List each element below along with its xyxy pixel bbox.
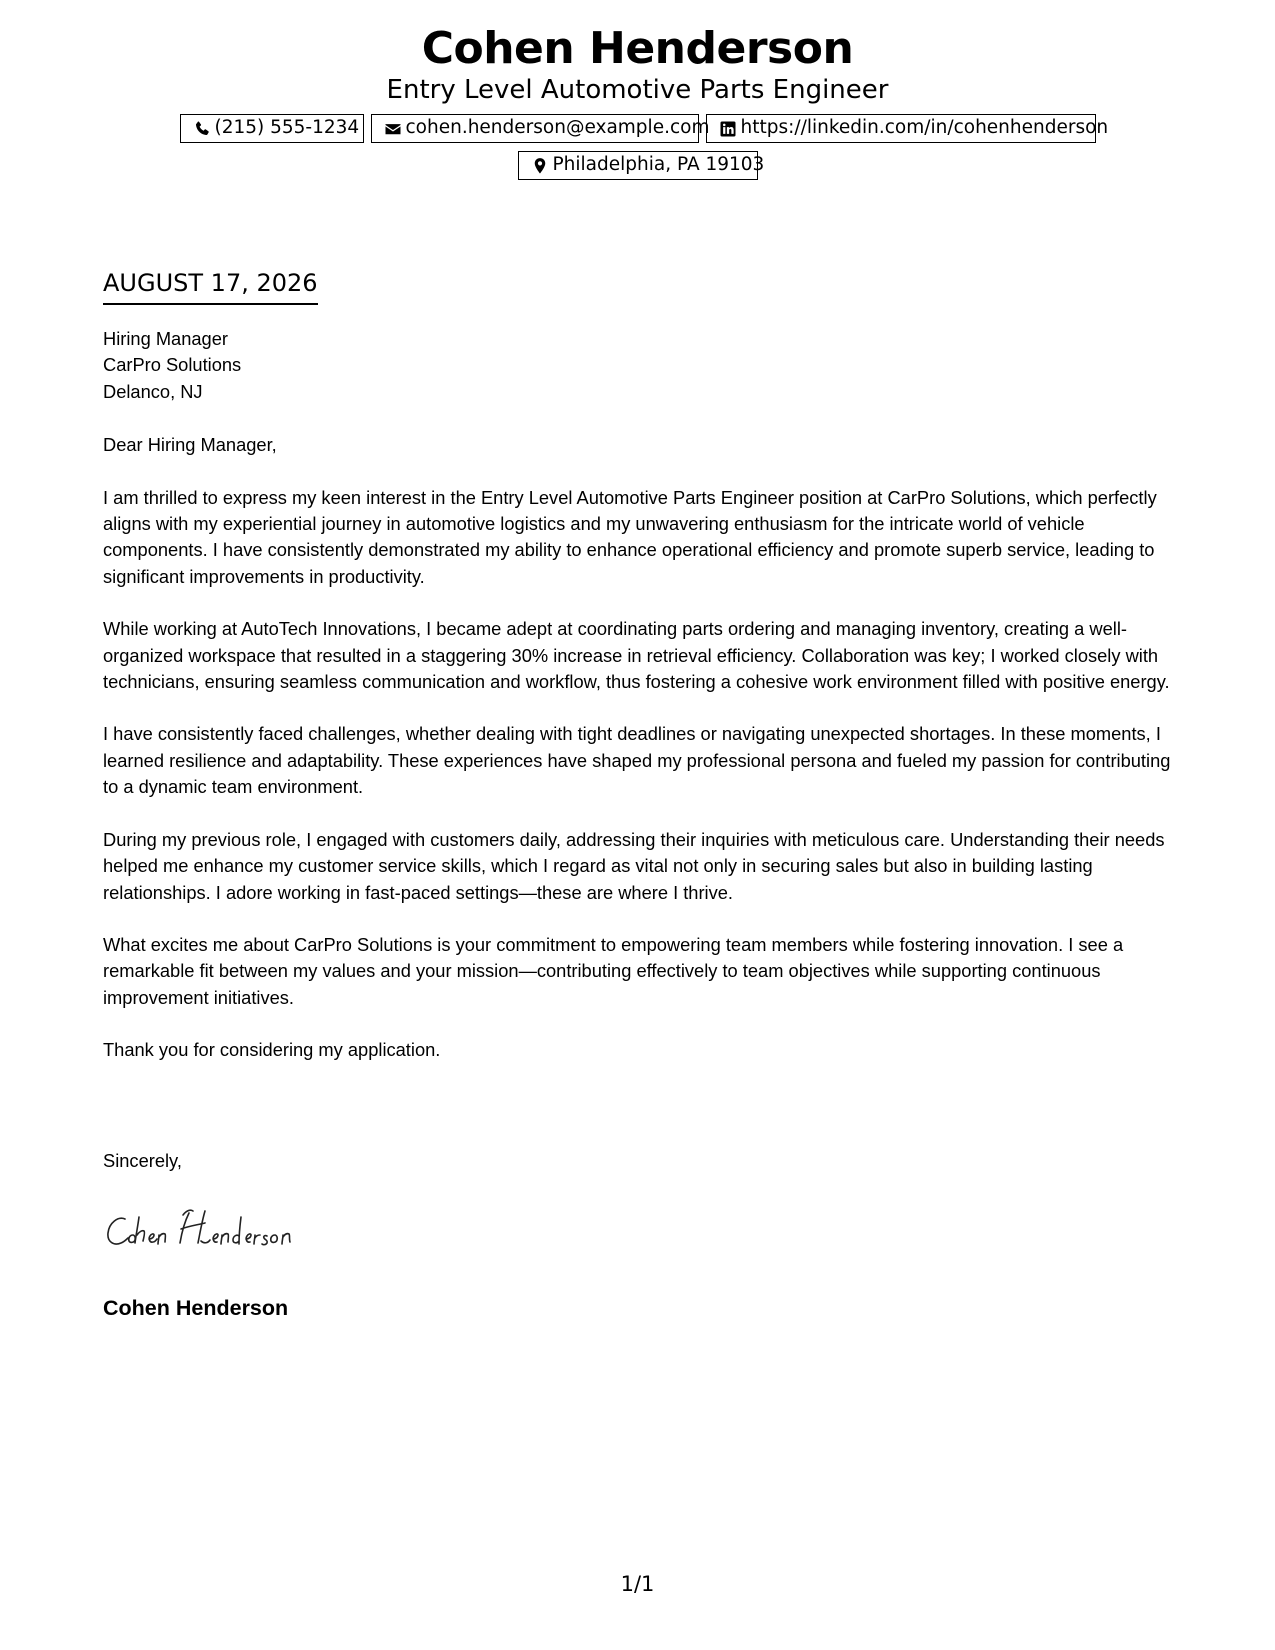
body-paragraph: While working at AutoTech Innovations, I became adept at coordinating parts ordering and managing inventory, creating a well-organized workspace that resulted in a staggering 30% increase in retrieval efficiency. Collaboration was key; I worked closely with technicians, ensuring seamless communication and workflow, thus fostering a cohesive work environment filled with positive energy.: [103, 618, 1170, 693]
recipient-line: Hiring Manager: [103, 328, 228, 349]
email-text: cohen.henderson@example.com: [405, 117, 710, 139]
body-paragraph: During my previous role, I engaged with customers daily, addressing their inquiries with meticulous care. Understanding their needs helped me enhance my customer service skills, which I regard as vital not only in securing sales but also in building lasting relationships. I adore working in fast-paced settings—these are where I thrive.: [103, 828, 1165, 903]
handwritten-signature: [103, 1203, 363, 1262]
body-paragraph: I have consistently faced challenges, whether dealing with tight deadlines or navigating unexpected shortages. In these moments, I learned resilience and adaptability. These experiences have shaped my professional persona and fueled my passion for contributing to a dynamic team environment.: [103, 723, 1171, 798]
body-paragraph: What excites me about CarPro Solutions is your commitment to empowering team members while fostering innovation. I see a remarkable fit between my values and your mission—contributing effectively to team objectives while supporting continuous improvement initiatives.: [103, 933, 1124, 1008]
letter-date: AUGUST 17, 2026: [103, 268, 318, 305]
location-text: Philadelphia, PA 19103: [552, 154, 765, 176]
location-chip: [518, 151, 765, 180]
phone-text: (215) 555-1234: [214, 117, 360, 139]
contact-row: [0, 151, 1275, 180]
salutation: Dear Hiring Manager,: [103, 434, 277, 456]
applicant-name: Cohen Henderson: [421, 23, 854, 74]
recipient-line: Delanco, NJ: [103, 380, 203, 402]
linkedin-chip[interactable]: [706, 114, 1109, 143]
contact-row: [0, 114, 1275, 143]
body-paragraph: I am thrilled to express my keen interest in the Entry Level Automotive Parts Engineer position at CarPro Solutions, which perfectly aligns with my experiential journey in automotive logistics and my unwavering enthusiasm for the intricate world of vehicle components. I have consistently demonstrated my ability to enhance operational efficiency and promote superb service, leading to significant improvements in productivity.: [103, 486, 1157, 587]
letter-body: [103, 326, 1178, 1090]
map-pin-icon: [531, 157, 549, 175]
closing: Sincerely,: [103, 1150, 182, 1171]
linkedin-icon: [719, 120, 737, 138]
recipient-line: CarPro Solutions: [103, 354, 242, 376]
phone-icon: [193, 120, 211, 138]
email-chip[interactable]: [371, 114, 710, 143]
phone-chip[interactable]: [180, 114, 364, 143]
linkedin-text: https://linkedin.com/in/cohenhenderson: [740, 117, 1109, 139]
signer-name: Cohen Henderson: [103, 1296, 289, 1320]
job-title: Entry Level Automotive Parts Engineer: [386, 75, 889, 105]
envelope-icon: [384, 120, 402, 138]
recipient-block: [103, 326, 1178, 405]
body-paragraph: Thank you for considering my application.: [103, 1039, 441, 1061]
page-number: 1/1: [620, 1572, 655, 1596]
